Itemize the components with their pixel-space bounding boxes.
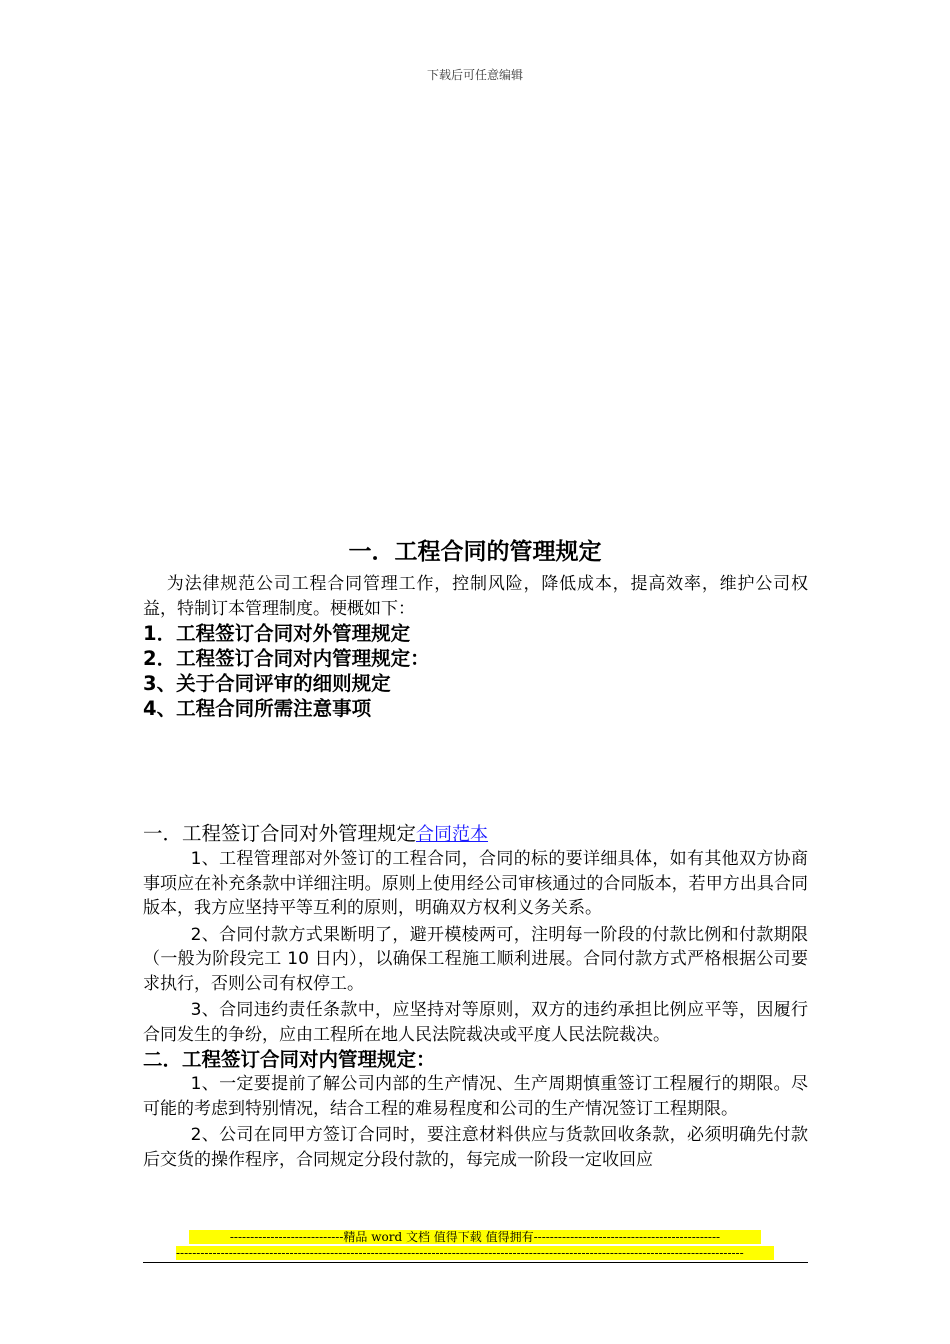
paragraph: 2、公司在同甲方签订合同时，要注意材料供应与货款回收条款，必须明确先付款后交货的操作程序，合同规定分段付款的，每完成一阶段一定收回应 [143, 1125, 808, 1170]
intro-paragraph: 为法律规范公司工程合同管理工作，控制风险，降低成本，提高效率，维护公司权益，特制订本管理制度。梗概如下： [143, 574, 808, 619]
toc-item: 3、关于合同评审的细则规定 [143, 672, 391, 695]
paragraph: 2、合同付款方式果断明了，避开模棱两可，注明每一阶段的付款比例和付款期限（一般为阶段完工 10 日内），以确保工程施工顺利进展。合同付款方式严格根据公司要求执行，否则公司有权停工。 [143, 924, 808, 994]
page-title: 一．工程合同的管理规定 [348, 539, 602, 565]
toc-item: 1．工程签订合同对外管理规定 [143, 622, 411, 645]
footer-banner: ----------------------------精品 word 文档 值得下载 值得拥有---------------------------------------------- [189, 1230, 761, 1244]
footer-dashes: -------------------------------------------------------------------------------------------------------------------------------------------- [176, 1246, 774, 1260]
section-heading [143, 821, 808, 847]
footer-rule [143, 1262, 808, 1263]
toc-list [143, 621, 808, 721]
section-external [143, 821, 808, 1172]
contract-template-link[interactable]: 合同范本 [416, 824, 489, 845]
intro-block [143, 572, 808, 721]
toc-item: 4、工程合同所需注意事项 [143, 697, 372, 720]
header-note: 下载后可任意编辑 [426, 68, 523, 82]
toc-item: 2．工程签订合同对内管理规定： [143, 647, 430, 670]
section-heading-text: 一．工程签订合同对外管理规定 [143, 822, 417, 845]
paragraph: 3、合同违约责任条款中，应坚持对等原则，双方的违约承担比例应平等，因履行合同发生的争纷，应由工程所在地人民法院裁决或平度人民法院裁决。 [143, 1000, 808, 1045]
paragraph: 1、一定要提前了解公司内部的生产情况、生产周期慎重签订工程履行的期限。尽可能的考虑到特别情况，结合工程的难易程度和公司的生产情况签订工程期限。 [143, 1074, 808, 1119]
section-heading: 二．工程签订合同对内管理规定： [143, 1048, 436, 1071]
paragraph: 1、工程管理部对外签订的工程合同，合同的标的要详细具体，如有其他双方协商事项应在补充条款中详细注明。原则上使用经公司审核通过的合同版本，若甲方出具合同版本，我方应坚持平等互利的原则，明确双方权利义务关系。 [143, 849, 808, 918]
